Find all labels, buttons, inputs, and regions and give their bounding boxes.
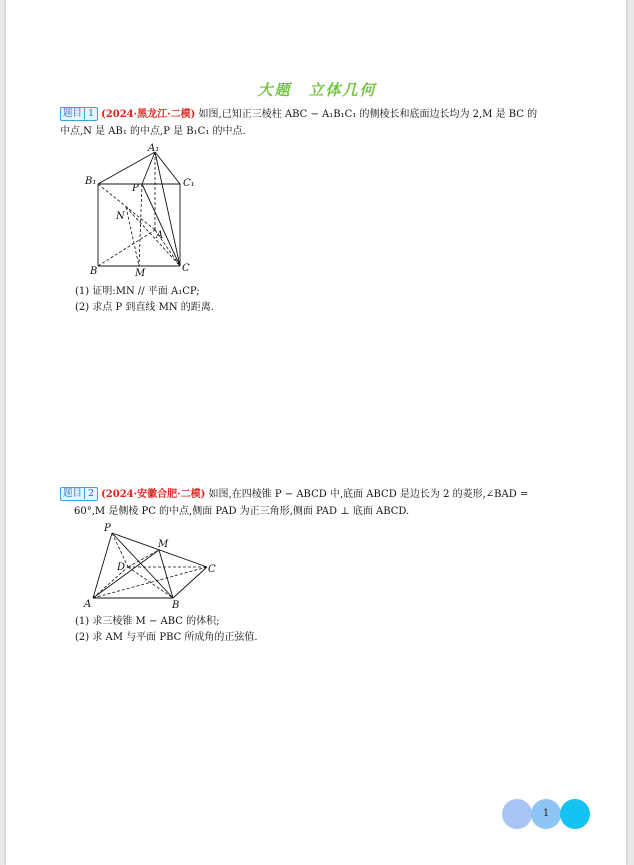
question-1-tag: 题目 1 <box>60 107 98 121</box>
label-a: A <box>84 599 92 610</box>
label-b: B <box>90 266 98 277</box>
label-b: B <box>172 600 180 611</box>
label-c: C <box>182 263 190 274</box>
diagonal-bd <box>128 567 173 598</box>
question-1-part-1: (1) 证明:MN // 平面 A₁CP; <box>75 286 200 297</box>
label-b1: B₁ <box>85 176 97 187</box>
question-1-line2: 中点,N 是 AB₁ 的中点,P 是 B₁C₁ 的中点. <box>60 126 246 137</box>
segment-dm <box>128 550 159 567</box>
label-m: M <box>158 539 169 550</box>
page-indicator[interactable] <box>502 799 592 829</box>
label-a1: A₁ <box>148 143 160 154</box>
label-c1: C₁ <box>183 178 195 189</box>
label-p: P <box>132 183 139 194</box>
pager-dot-left <box>502 799 532 829</box>
question-1-part-2: (2) 求点 P 到直线 MN 的距离. <box>75 302 214 313</box>
question-2-tag: 题目 2 <box>60 487 98 501</box>
question-2-part-2: (2) 求 AM 与平面 PBC 所成角的正弦值. <box>75 632 258 643</box>
question-1-text <box>60 106 575 140</box>
question-2-text <box>60 486 575 520</box>
edge-a1c <box>155 152 180 266</box>
question-2-source: (2024·安徽合肥·二模) <box>101 489 206 500</box>
question-2-part-1: (1) 求三棱锥 M − ABC 的体积; <box>75 616 220 627</box>
label-n: N <box>116 211 125 222</box>
label-d: D <box>117 562 126 573</box>
question-1-source: (2024·黑龙江·二模) <box>101 109 196 120</box>
question-2-line1: 如图,在四棱锥 P − ABCD 中,底面 ABCD 是边长为 2 的菱形,∠BAD = <box>208 489 529 500</box>
edge-ab <box>98 230 155 266</box>
pyramid-figure <box>80 517 220 613</box>
edge-a1p <box>142 152 155 184</box>
prism-figure <box>80 140 200 280</box>
edge-pa <box>93 533 112 598</box>
question-2-line2: 60°,M 是侧棱 PC 的中点,侧面 PAD 为正三角形,侧面 PAD ⊥ 底面 ABCD. <box>74 506 410 517</box>
label-c: C <box>208 564 216 575</box>
question-1-line1: 如图,已知正三棱柱 ABC − A₁B₁C₁ 的侧棱长和底面边长均为 2,M 是 BC 的 <box>198 109 538 120</box>
segment-nc <box>126 207 180 266</box>
segment-pm <box>139 184 142 266</box>
page-title: 大题 立体几何 <box>257 81 377 99</box>
segment-am <box>93 550 159 598</box>
page-number: 1 <box>542 808 550 819</box>
label-a: A <box>156 230 164 241</box>
pager-dot-right <box>560 799 590 829</box>
label-p: P <box>104 523 111 534</box>
edge-pc <box>142 184 180 266</box>
edge-b1a1 <box>98 152 155 184</box>
label-m: M <box>135 268 146 279</box>
